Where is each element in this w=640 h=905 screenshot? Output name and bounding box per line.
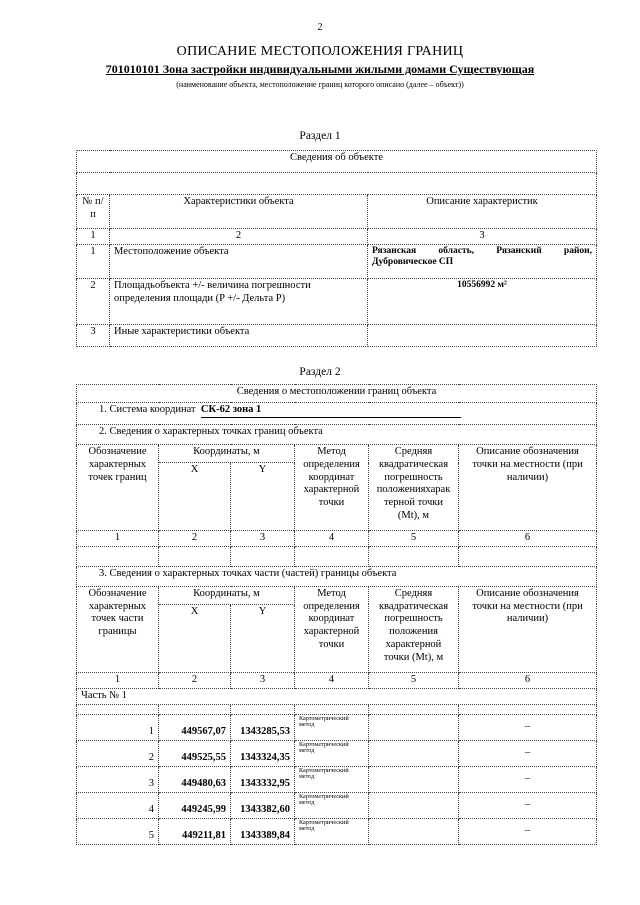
index-cell: 1	[77, 531, 159, 547]
point-number: 2	[77, 740, 159, 766]
empty-cell	[295, 704, 369, 714]
point-method: Картометрический метод	[295, 740, 369, 766]
other-value	[368, 324, 597, 346]
point-row	[77, 818, 597, 844]
index-cell: 2	[110, 229, 368, 245]
point-x: 449211,81	[159, 818, 231, 844]
index-cell: 4	[295, 531, 369, 547]
point-row	[77, 766, 597, 792]
empty-cell	[159, 704, 231, 714]
part-coordinates-header: Координаты, м	[159, 586, 295, 604]
col-description-header: Описание характеристик	[368, 195, 597, 229]
object-info-table	[76, 150, 597, 347]
part-accuracy-header: Средняя квадратическая погрешность положения характерной точки (Mt), м	[369, 586, 459, 672]
point-accuracy	[369, 714, 459, 740]
coordinate-system-label: 1. Система координат	[99, 404, 196, 415]
location-value: Рязанская область, Рязанский район, Дубровическое СП	[368, 244, 597, 278]
empty-cell	[459, 546, 597, 566]
section1-heading: Раздел 1	[299, 130, 341, 142]
index-cell: 4	[295, 672, 369, 688]
index-cell: 2	[159, 531, 231, 547]
point-number: 3	[77, 766, 159, 792]
boundary-table	[76, 384, 597, 845]
accuracy-header: Средняя квадратическая погрешность положенияхарак терной точки (Mt), м	[369, 445, 459, 531]
empty-cell	[231, 704, 295, 714]
col-number-header: № п/п	[77, 195, 110, 229]
part-description-header: Описание обозначения точки на местности (при наличии)	[459, 586, 597, 672]
empty-cell	[77, 546, 159, 566]
characteristic-name: Местоположение объекта	[110, 244, 368, 278]
empty-cell	[369, 704, 459, 714]
point-method: Картометрический метод	[295, 792, 369, 818]
point-description: –	[459, 792, 597, 818]
index-cell: 3	[231, 672, 295, 688]
row-number: 2	[77, 278, 110, 324]
characteristic-name: Площадьобъекта +/- величина погрешности определения площади (P +/- Дельта P)	[110, 278, 368, 324]
col-characteristics-header: Характеристики объекта	[110, 195, 368, 229]
point-y: 1343324,35	[231, 740, 295, 766]
empty-cell	[77, 704, 159, 714]
part-point-header: Обозначение характерных точек части границы	[77, 586, 159, 672]
index-cell: 1	[77, 672, 159, 688]
index-cell: 6	[459, 531, 597, 547]
point-x: 449525,55	[159, 740, 231, 766]
point-row	[77, 740, 597, 766]
method-header: Метод определения координат характерной точки	[295, 445, 369, 531]
point-number: 4	[77, 792, 159, 818]
point-y: 1343285,53	[231, 714, 295, 740]
empty-cell	[159, 546, 231, 566]
point-description: –	[459, 818, 597, 844]
index-cell: 3	[368, 229, 597, 245]
part-label: Часть № 1	[77, 688, 597, 704]
x-header: X	[159, 463, 231, 531]
coordinate-system-row	[77, 403, 597, 425]
boundary-table-title: Сведения о местоположении границ объекта	[77, 385, 597, 403]
empty-cell	[369, 546, 459, 566]
point-y: 1343332,95	[231, 766, 295, 792]
empty-cell	[231, 546, 295, 566]
point-number: 1	[77, 714, 159, 740]
point-method: Картометрический метод	[295, 714, 369, 740]
blank-row	[77, 173, 597, 195]
y-header: Y	[231, 463, 295, 531]
part-x-header: X	[159, 604, 231, 672]
row-number: 3	[77, 324, 110, 346]
point-row	[77, 714, 597, 740]
row-number: 1	[77, 244, 110, 278]
empty-cell	[295, 546, 369, 566]
point-y: 1343389,84	[231, 818, 295, 844]
point-x: 449567,07	[159, 714, 231, 740]
empty-cell	[459, 704, 597, 714]
description-header: Описание обозначения точки на местности (при наличии)	[459, 445, 597, 531]
coordinate-system-value: СК-62 зона 1	[201, 404, 461, 418]
index-cell: 3	[231, 531, 295, 547]
point-description: –	[459, 740, 597, 766]
coordinates-header: Координаты, м	[159, 445, 295, 463]
index-cell: 5	[369, 531, 459, 547]
point-x: 449480,63	[159, 766, 231, 792]
point-accuracy	[369, 792, 459, 818]
area-value: 10556992 м²	[368, 278, 597, 324]
index-cell: 5	[369, 672, 459, 688]
point-accuracy	[369, 740, 459, 766]
object-info-title: Сведения об объекте	[77, 151, 597, 173]
point-number: 5	[77, 818, 159, 844]
page-number: 2	[317, 22, 323, 33]
point-header: Обозначение характерных точек границ	[77, 445, 159, 531]
index-cell: 6	[459, 672, 597, 688]
part-points-title: 3. Сведения о характерных точках части (частей) границы объекта	[77, 566, 597, 586]
part-method-header: Метод определения координат характерной точки	[295, 586, 369, 672]
point-row	[77, 792, 597, 818]
point-description: –	[459, 766, 597, 792]
characteristic-name: Иные характеристики объекта	[110, 324, 368, 346]
point-method: Картометрический метод	[295, 766, 369, 792]
boundary-points-title: 2. Сведения о характерных точках границ объекта	[77, 425, 597, 445]
point-accuracy	[369, 766, 459, 792]
object-note: (наименование объекта, местоположение границ которого описано (далее – объект))	[176, 80, 464, 89]
index-cell: 1	[77, 229, 110, 245]
point-description: –	[459, 714, 597, 740]
index-cell: 2	[159, 672, 231, 688]
section2-heading: Раздел 2	[299, 366, 341, 378]
object-name: 701010101 Зона застройки индивидуальными жилыми домами Существующая	[105, 62, 535, 76]
point-accuracy	[369, 818, 459, 844]
document-title: ОПИСАНИЕ МЕСТОПОЛОЖЕНИЯ ГРАНИЦ	[176, 44, 464, 59]
point-y: 1343382,60	[231, 792, 295, 818]
point-x: 449245,99	[159, 792, 231, 818]
point-method: Картометрический метод	[295, 818, 369, 844]
part-y-header: Y	[231, 604, 295, 672]
